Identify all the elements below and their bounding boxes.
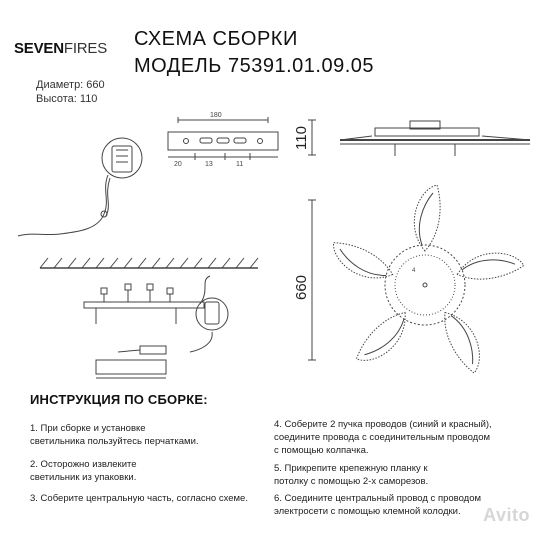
plate-top-view: [168, 117, 278, 160]
dim-front-diameter: 660: [293, 274, 310, 300]
instruction-step-6: 6. Соедините центральный провод с проводом электросети с помощью клемной колодки.: [274, 493, 482, 517]
dim-top-width: 180: [210, 112, 222, 119]
brand-logo-bold: SEVEN: [14, 40, 64, 57]
instruction-step-5: 5. Прикрепите крепежную планку к потолку с помощью 2-х саморезов.: [274, 463, 429, 487]
page-title: СХЕМА СБОРКИ: [134, 28, 298, 50]
dim-front-mark: 4: [412, 268, 416, 274]
wiring-detail: [18, 138, 142, 236]
avito-watermark: Avito: [483, 505, 530, 525]
dim-left-b: 13: [205, 161, 213, 168]
instruction-step-1: 1. При сборке и установке светильника пользуйтесь перчатками.: [30, 423, 199, 447]
ceiling-installation: [40, 258, 258, 378]
dim-left-a: 20: [174, 161, 182, 168]
brand-logo: [14, 40, 107, 57]
instruction-step-4: 4. Соберите 2 пучка проводов (синий и красный), соедините провода с соединительным проводом с помощью колпачка.: [274, 419, 492, 456]
instruction-step-2: 2. Осторожно извлеките светильник из упаковки.: [30, 459, 137, 483]
brand-logo-light: FIRES: [63, 40, 108, 57]
dim-left-c: 11: [236, 161, 244, 168]
assembly-diagram: [0, 100, 542, 390]
instructions-heading: ИНСТРУКЦИЯ ПО СБОРКЕ:: [30, 392, 208, 407]
side-view: [308, 120, 530, 156]
instruction-step-3: 3. Соберите центральную часть, согласно схеме.: [30, 493, 248, 504]
spec-height: Высота: 110: [36, 93, 98, 105]
chandelier-front-view: [308, 185, 525, 375]
model-title: МОДЕЛЬ 75391.01.09.05: [134, 55, 374, 77]
spec-diameter: Диаметр: 660: [36, 79, 105, 91]
dim-side-height: 110: [293, 126, 310, 150]
